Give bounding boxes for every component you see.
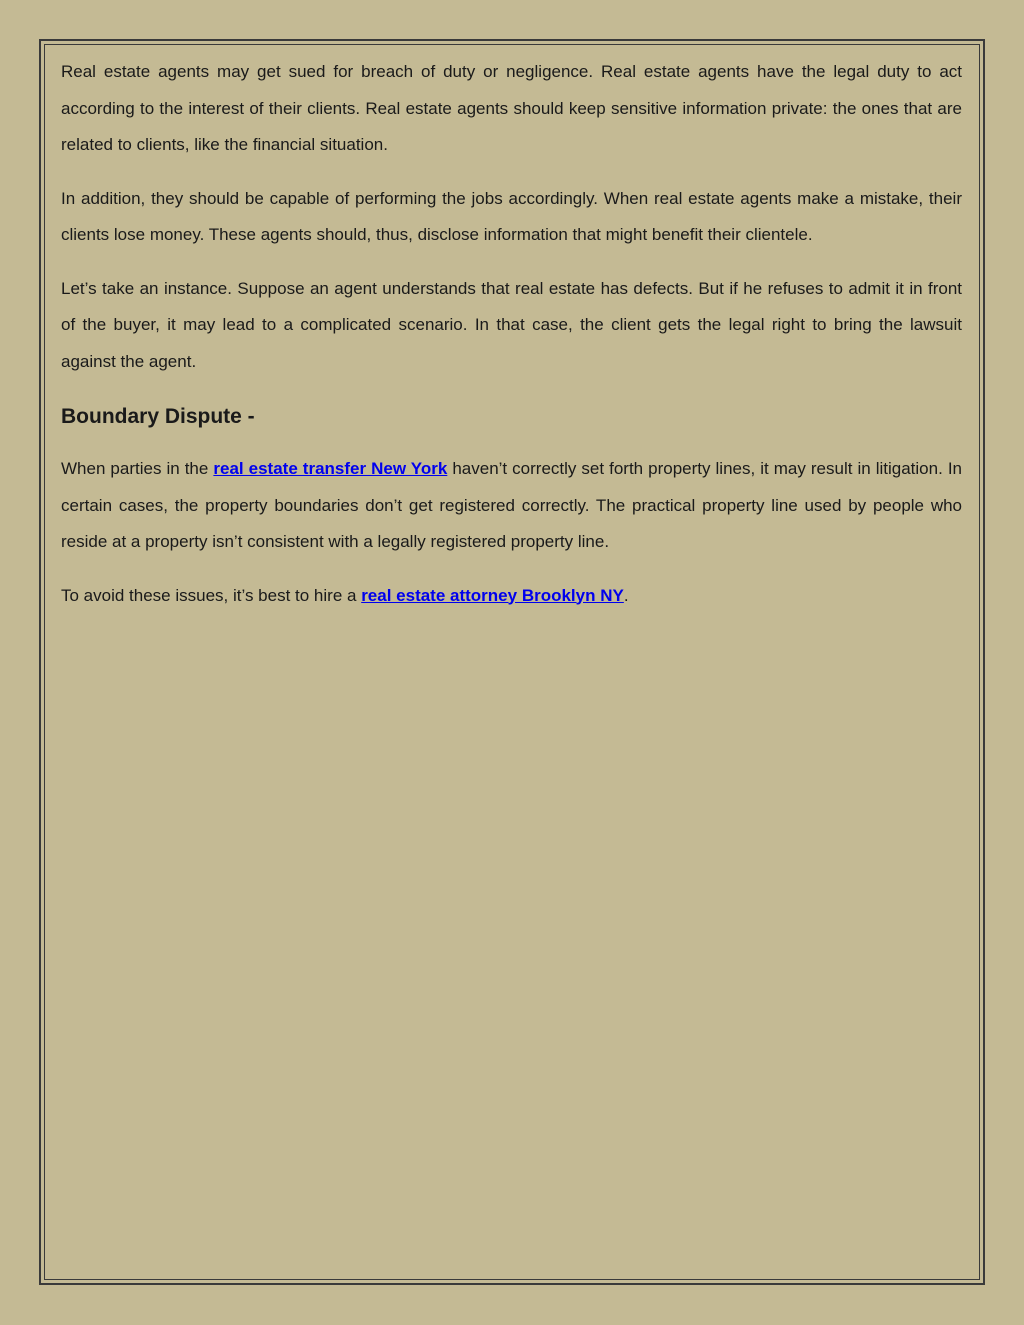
document-body bbox=[61, 54, 962, 631]
text-after-link: haven’t correctly set forth property lines, it may result in litigation. In certain cases, the property boundaries don’t get registered correctly. The practical property line used by people who reside at a property isn’t consistent with a legally registered property line. bbox=[61, 459, 962, 551]
paragraph-boundary-dispute bbox=[61, 451, 962, 561]
paragraph-closing bbox=[61, 578, 962, 615]
paragraph-capability: In addition, they should be capable of performing the jobs accordingly. When real estate agents make a mistake, their clients lose money. These agents should, thus, disclose information that might benefit their clientele. bbox=[61, 188, 962, 244]
text-before-link: To avoid these issues, it’s best to hire a bbox=[61, 585, 362, 605]
link-real-estate-attorney-brooklyn[interactable]: real estate attorney Brooklyn NY bbox=[361, 585, 624, 605]
link-real-estate-transfer-new-york[interactable]: real estate transfer New York bbox=[213, 459, 448, 478]
section-heading-boundary-dispute: Boundary Dispute - bbox=[61, 405, 255, 428]
text-after-link: . bbox=[623, 585, 629, 605]
text-before-link: When parties in the bbox=[61, 459, 214, 478]
paragraph-breach-of-duty: Real estate agents may get sued for breach of duty or negligence. Real estate agents have the legal duty to act according to the interest of their clients. Real estate agents should keep sensitive information private: the ones that are related to clients, like the financial situation. bbox=[61, 62, 962, 154]
paragraph-instance: Let’s take an instance. Suppose an agent understands that real estate has defects. But if he refuses to admit it in front of the buyer, it may lead to a complicated scenario. In that case, the client gets the legal right to bring the lawsuit against the agent. bbox=[61, 278, 962, 371]
